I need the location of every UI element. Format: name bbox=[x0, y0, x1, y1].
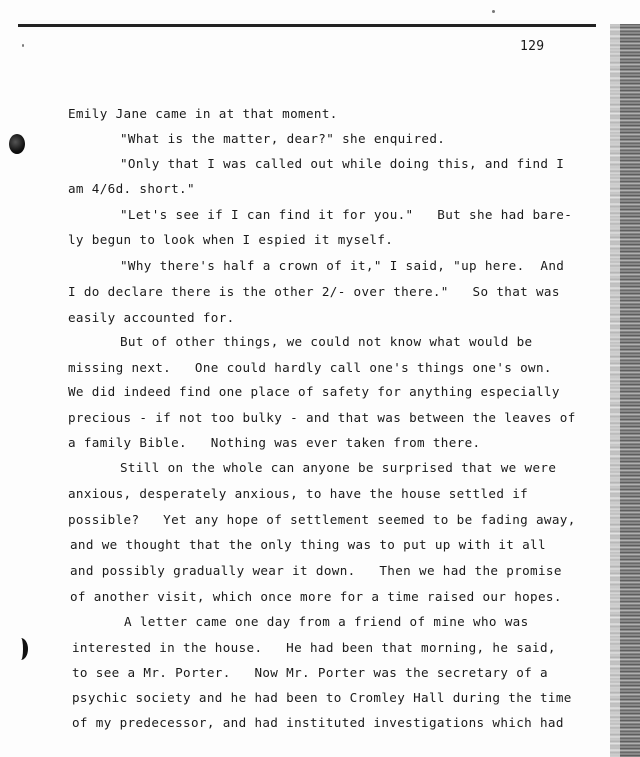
speck-mark bbox=[22, 44, 24, 47]
body-text-line: We did indeed find one place of safety for anything especially bbox=[68, 384, 560, 399]
page-number: 129 bbox=[520, 39, 545, 54]
top-rule bbox=[18, 24, 596, 27]
body-text-line: anxious, desperately anxious, to have the house settled if bbox=[68, 486, 529, 501]
body-text-line: Emily Jane came in at that moment. bbox=[68, 106, 338, 121]
body-text-line: of my predecessor, and had instituted investigations which had bbox=[72, 715, 564, 730]
speck-mark bbox=[492, 10, 495, 13]
body-text-line: possible? Yet any hope of settlement seemed to be fading away, bbox=[68, 512, 576, 527]
body-text-line: "Let's see if I can find it for you." But she had bare- bbox=[120, 207, 573, 222]
body-text-line: precious - if not too bulky - and that was between the leaves of bbox=[68, 410, 576, 425]
body-text-line: of another visit, which once more for a time raised our hopes. bbox=[70, 589, 562, 604]
body-text-line: a family Bible. Nothing was ever taken from there. bbox=[68, 435, 481, 450]
body-text-line: But of other things, we could not know what would be bbox=[120, 334, 533, 349]
body-text-line: ly begun to look when I espied it myself. bbox=[68, 232, 394, 247]
body-text-line: missing next. One could hardly call one's things one's own. bbox=[68, 360, 552, 375]
body-text-line: "What is the matter, dear?" she enquired. bbox=[120, 131, 446, 146]
body-text-line: psychic society and he had been to Cromley Hall during the time bbox=[72, 690, 572, 705]
scanned-page-edge bbox=[610, 24, 640, 757]
body-text-line: "Why there's half a crown of it," I said, "up here. And bbox=[120, 258, 565, 273]
punch-hole-top bbox=[9, 134, 25, 154]
body-text-line: and we thought that the only thing was to put up with it all bbox=[70, 537, 546, 552]
body-text-line: and possibly gradually wear it down. Then we had the promise bbox=[70, 563, 562, 578]
body-text-line: to see a Mr. Porter. Now Mr. Porter was the secretary of a bbox=[72, 665, 548, 680]
body-text-line: interested in the house. He had been that morning, he said, bbox=[72, 640, 556, 655]
punch-hole-bottom bbox=[12, 638, 28, 660]
body-text-line: am 4/6d. short." bbox=[68, 181, 195, 196]
body-text-line: Still on the whole can anyone be surprised that we were bbox=[120, 460, 557, 475]
body-text-line: A letter came one day from a friend of mine who was bbox=[124, 614, 529, 629]
body-text-line: "Only that I was called out while doing this, and find I bbox=[120, 156, 565, 171]
body-text-line: I do declare there is the other 2/- over there." So that was bbox=[68, 284, 560, 299]
body-text-line: easily accounted for. bbox=[68, 310, 235, 325]
